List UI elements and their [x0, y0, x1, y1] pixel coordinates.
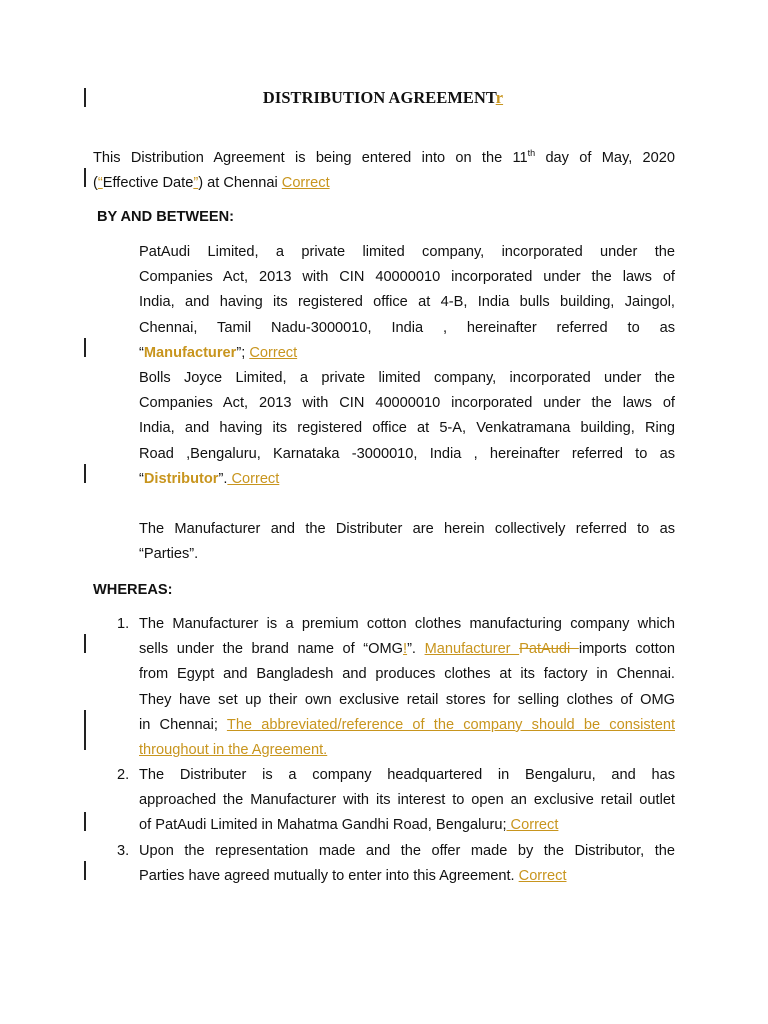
distributor-line: Bolls Joyce Limited, a private limited company, incorporated under the — [139, 370, 675, 386]
review-comment[interactable]: Correct — [249, 344, 298, 361]
item-line: They have set up their own exclusive retail stores for selling clothes of OMG — [139, 691, 675, 708]
manufacturer-line: India, and having its registered office at 4-B, India bulls building, Jaingol, — [139, 294, 675, 311]
item-text: of PatAudi Limited in Mahatma Gandhi Road, Bengaluru; — [139, 817, 507, 834]
item-line: The Manufacturer is a premium cotton clothes manufacturing company which — [139, 616, 675, 632]
change-bar — [84, 464, 86, 483]
review-comment[interactable]: Correct — [506, 817, 559, 834]
review-comment[interactable]: throughout in the Agreement. — [139, 741, 328, 758]
item-line: Upon the representation made and the offer made by the Distributor, the — [139, 843, 675, 859]
inserted-quote: ” — [193, 175, 199, 192]
list-number: 1. — [117, 616, 130, 632]
intro-text: This Distribution Agreement is being entered into on the 11 — [93, 150, 528, 166]
change-bar — [84, 861, 86, 880]
quote: ”. — [218, 470, 228, 487]
item-line: from Egypt and Bangladesh and produces clothes at its factory in Chennai. — [139, 666, 675, 683]
inserted-text: ! — [403, 641, 408, 658]
item-text: sells under the brand name of “OMG — [139, 641, 403, 658]
whereas-item-3 — [139, 839, 675, 889]
review-comment[interactable]: Correct — [281, 175, 330, 192]
parties-line: The Manufacturer and the Distributer are herein collectively referred to as — [139, 521, 675, 537]
document-title — [0, 88, 768, 108]
manufacturer-line: PatAudi Limited, a private limited company, incorporated under the — [139, 244, 675, 260]
inserted-quote: “ — [97, 175, 103, 192]
manufacturer-line: Companies Act, 2013 with CIN 40000010 incorporated under the laws of — [139, 269, 675, 286]
whereas-item-2 — [139, 763, 675, 839]
intro-text: ( — [93, 175, 98, 192]
inserted-text: Manufacturer — [424, 641, 520, 658]
item-line: The Distributer is a company headquartered in Bengaluru, and has — [139, 767, 675, 783]
change-bar — [84, 710, 86, 750]
by-and-between-heading: BY AND BETWEEN: — [97, 209, 235, 225]
distributor-line: Road ,Bengaluru, Karnataka -3000010, India , hereinafter referred to as — [139, 445, 675, 462]
change-bar — [84, 338, 86, 357]
title-insertion: r — [495, 88, 504, 107]
distributor-line: India, and having its registered office at 5-A, Venkatramana building, Ring — [139, 420, 675, 437]
defined-term-manufacturer: Manufacturer — [143, 344, 237, 361]
intro-paragraph — [93, 146, 675, 196]
review-comment[interactable]: Correct — [518, 868, 567, 885]
quote: “ — [139, 470, 144, 487]
defined-term-distributor: Distributor — [143, 470, 219, 487]
manufacturer-paragraph — [139, 240, 675, 366]
change-bar — [84, 168, 86, 187]
quote: ”; — [236, 344, 250, 361]
change-bar — [84, 812, 86, 831]
title-text: DISTRIBUTION AGREEMENT — [262, 88, 496, 107]
intro-text: ) at Chennai — [198, 175, 282, 192]
distributor-line: Companies Act, 2013 with CIN 40000010 incorporated under the laws of — [139, 395, 675, 412]
deleted-text: PatAudi — [519, 641, 579, 658]
parties-paragraph — [139, 517, 675, 567]
distributor-paragraph — [139, 366, 675, 492]
review-comment[interactable]: Correct — [227, 470, 280, 487]
item-text: imports cotton — [578, 641, 676, 658]
change-bar — [84, 634, 86, 653]
item-text: in Chennai; — [139, 716, 227, 733]
quote: “ — [139, 344, 144, 361]
item-text: ”. — [407, 641, 425, 658]
list-number: 3. — [117, 843, 130, 859]
list-number: 2. — [117, 767, 130, 783]
item-text: Parties have agreed mutually to enter into this Agreement. — [139, 868, 519, 885]
whereas-item-1 — [139, 612, 675, 763]
whereas-heading: WHEREAS: — [93, 582, 173, 598]
parties-line: “Parties”. — [139, 546, 199, 563]
intro-text: day of May, 2020 — [535, 150, 675, 166]
intro-superscript: th — [527, 148, 536, 159]
effective-date-term: Effective Date — [102, 175, 194, 192]
review-comment[interactable]: The abbreviated/reference of the company should be consistent — [226, 716, 676, 733]
manufacturer-line: Chennai, Tamil Nadu-3000010, India , hereinafter referred to as — [139, 319, 675, 336]
item-line: approached the Manufacturer with its interest to open an exclusive retail outlet — [139, 792, 675, 809]
